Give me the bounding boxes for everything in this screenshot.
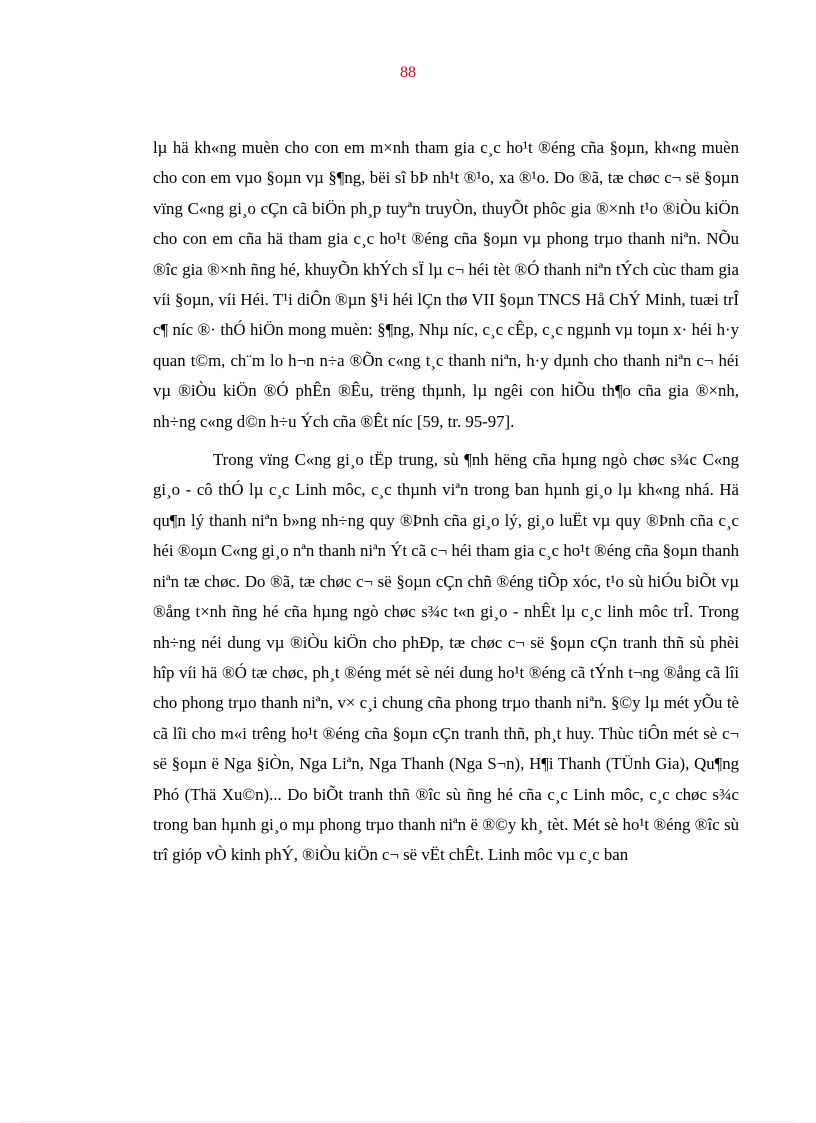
page-bottom-divider bbox=[20, 1121, 796, 1122]
body-paragraph: lµ hä kh«ng muèn cho con em m×nh tham gia c¸c ho¹t ®éng cña §oµn, kh«ng muèn cho con em vµo §oµn vµ §¶ng, bëi sî bÞ nh¹t ®¹o, xa ®¹o. Do ®ã, tæ chøc c¬ së §oµn vïng C«ng gi¸o cÇn cã biÖn ph¸p tuyªn truyÒn, thuyÕt phôc gia ®×nh t¹o ®iÒu kiÖn cho con em cña hä tham gia c¸c ho¹t ®éng cña §oµn vµ phong trµo thanh niªn. NÕu ®îc gia ®×nh ñng hé, khuyÕn khÝch sÏ lµ c¬ héi tèt ®Ó thanh niªn tÝch cùc tham gia víi §oµn, víi Héi. T¹i diÔn ®µn §¹i héi lÇn thø VII §oµn TNCS Hå ChÝ Minh, tuæi trÎ c¶ níc ®· thÓ hiÖn mong muèn: §¶ng, Nhµ níc, c¸c cÊp, c¸c ngµnh vµ toµn x· héi h·y quan t©m, ch¨m lo h¬n n÷a ®Õn c«ng t¸c thanh niªn, h·y dµnh cho thanh niªn c¬ héi vµ ®iÒu kiÖn ®Ó phÊn ®Êu, trëng thµnh, lµ ngêi con hiÕu th¶o cña gia ®×nh, nh÷ng c«ng d©n h÷u Ých cña ®Êt níc [59, tr. 95-97]. bbox=[153, 138, 739, 431]
page-number: 88 bbox=[400, 64, 416, 81]
body-paragraph: Trong vïng C«ng gi¸o tËp trung, sù ¶nh hëng cña hµng ngò chøc s¾c C«ng gi¸o - cô thÓ lµ c¸c Linh môc, c¸c thµnh viªn trong ban hµnh gi¸o lµ kh«ng nhá. Hä qu¶n lý thanh niªn b»ng nh÷ng quy ®Þnh cña gi¸o lý, gi¸o luËt vµ quy ®Þnh cña c¸c héi ®oµn C«ng gi¸o nªn thanh niªn Ýt cã c¬ héi tham gia c¸c ho¹t ®éng cña §oµn thanh niªn tæ chøc. Do ®ã, tæ chøc c¬ së §oµn cÇn chñ ®éng tiÕp xóc, t¹o sù hiÓu biÕt vµ ®ång t×nh ñng hé cña hµng ngò chøc s¾c t«n gi¸o - nhÊt lµ c¸c linh môc trÎ. Trong nh÷ng néi dung vµ ®iÒu kiÖn cho phÐp, tæ chøc c¬ së §oµn cÇn tranh thñ sù phèi hîp víi hä ®Ó tæ chøc, ph¸t ®éng mét sè néi dung ho¹t ®éng cã tÝnh t¬ng ®ång cã lîi cho phong trµo thanh niªn, v× c¸i chung cña phong trµo thanh niªn. §©y lµ mét yÕu tè cã lîi cho m«i trêng ho¹t ®éng cña §oµn cÇn tranh thñ, ph¸t huy. Thùc tiÔn mét sè c¬ së §oµn ë Nga §iÒn, Nga Liªn, Nga Thanh (Nga S¬n), H¶i Thanh (TÜnh Gia), Qu¶ng Phó (Thä Xu©n)... Do biÕt tranh thñ ®îc sù ñng hé cña c¸c Linh môc, c¸c chøc s¾c trong ban hµnh gi¸o mµ phong trµo thanh niªn ë ®©y kh¸ tèt. Mét sè ho¹t ®éng ®îc sù trî gióp vÒ kinh phÝ, ®iÒu kiÖn c¬ së vËt chÊt. Linh môc vµ c¸c ban bbox=[153, 450, 739, 865]
page-body bbox=[153, 133, 739, 879]
